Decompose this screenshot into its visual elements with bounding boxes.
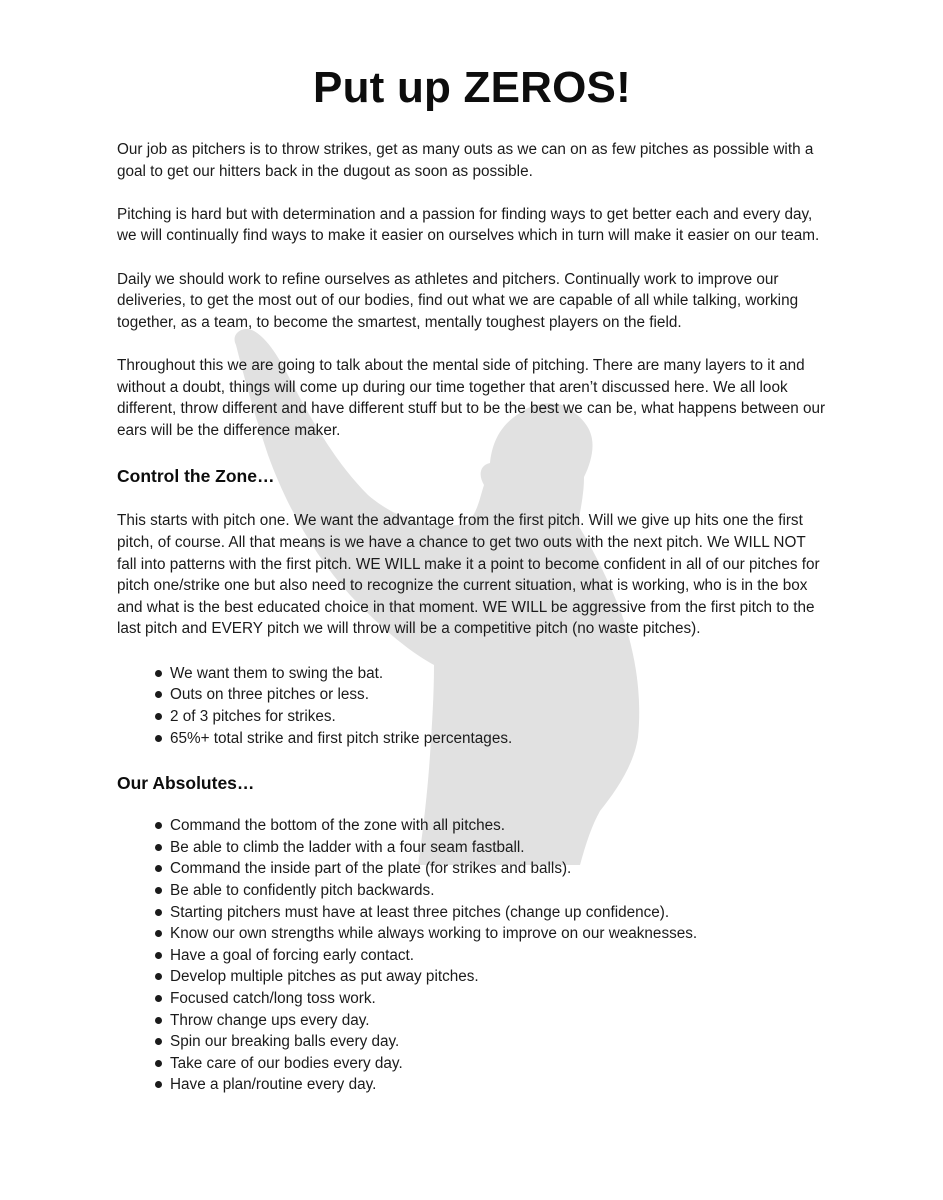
bullet-icon — [155, 1081, 162, 1088]
bullet-icon — [155, 691, 162, 698]
bullet-icon — [155, 909, 162, 916]
list-item: Command the bottom of the zone with all pitches. — [117, 815, 827, 837]
list-item: Have a goal of forcing early contact. — [117, 945, 827, 967]
absolutes-list — [117, 815, 827, 1096]
control-zone-paragraph: This starts with pitch one. We want the advantage from the first pitch. Will we give up hits one the first pitch, of course. All that means is we have a chance to get two outs with the next pitch. We WILL NOT fall into patterns with the first pitch. WE WILL make it a point to become confident in all of our pitches for pitch one/strike one but also need to recognize the current situation, what is working, who is in the box and what is the best educated choice in that moment. WE WILL be aggressive from the first pitch to the last pitch and EVERY pitch we will throw will be a competitive pitch (no waste pitches). — [117, 512, 820, 638]
bullet-icon — [155, 887, 162, 894]
control-zone-list — [117, 663, 827, 749]
bullet-icon — [155, 844, 162, 851]
bullet-icon — [155, 1017, 162, 1024]
bullet-icon — [155, 822, 162, 829]
bullet-icon — [155, 1038, 162, 1045]
absolutes-heading: Our Absolutes… — [117, 773, 255, 794]
intro-paragraph-4: Throughout this we are going to talk about the mental side of pitching. There are many layers to it and without a doubt, things will come up during our time together that aren’t discussed here. We all look different, throw different and have different stuff but to be the best we can be, what happens between our ears will be the difference maker. — [117, 356, 826, 439]
list-item: Throw change ups every day. — [117, 1010, 827, 1032]
bullet-icon — [155, 713, 162, 720]
bullet-icon — [155, 930, 162, 937]
intro-paragraph-1: Our job as pitchers is to throw strikes, get as many outs as we can on as few pitches as possible with a goal to get our hitters back in the dugout as soon as possible. — [117, 141, 814, 180]
bullet-icon — [155, 952, 162, 959]
list-item: 65%+ total strike and first pitch strike percentages. — [117, 728, 827, 750]
list-item: Develop multiple pitches as put away pitches. — [117, 966, 827, 988]
intro-paragraph-2: Pitching is hard but with determination and a passion for finding ways to get better each and every day, we will continually find ways to make it easier on ourselves which in turn will make it easier on our team. — [117, 205, 820, 245]
list-item: Take care of our bodies every day. — [117, 1053, 827, 1075]
list-item: Focused catch/long toss work. — [117, 988, 827, 1010]
list-item: Outs on three pitches or less. — [117, 684, 827, 706]
bullet-icon — [155, 865, 162, 872]
page-title: Put up ZEROS! — [313, 63, 631, 112]
list-item: Command the inside part of the plate (for strikes and balls). — [117, 858, 827, 880]
list-item: Be able to confidently pitch backwards. — [117, 880, 827, 902]
list-item: We want them to swing the bat. — [117, 663, 827, 685]
list-item: 2 of 3 pitches for strikes. — [117, 706, 827, 728]
list-item: Have a plan/routine every day. — [117, 1074, 827, 1096]
list-item: Spin our breaking balls every day. — [117, 1031, 827, 1053]
list-item: Be able to climb the ladder with a four seam fastball. — [117, 837, 827, 859]
bullet-icon — [155, 670, 162, 677]
control-zone-heading: Control the Zone… — [117, 466, 275, 487]
list-item: Know our own strengths while always working to improve on our weaknesses. — [117, 923, 827, 945]
bullet-icon — [155, 995, 162, 1002]
bullet-icon — [155, 973, 162, 980]
list-item: Starting pitchers must have at least three pitches (change up confidence). — [117, 902, 827, 924]
bullet-icon — [155, 1060, 162, 1067]
bullet-icon — [155, 735, 162, 742]
intro-paragraph-3: Daily we should work to refine ourselves as athletes and pitchers. Continually work to improve our deliveries, to get the most out of our bodies, find out what we are capable of all while talking, working together, as a team, to become the smartest, mentally toughest players on the field. — [117, 270, 799, 331]
